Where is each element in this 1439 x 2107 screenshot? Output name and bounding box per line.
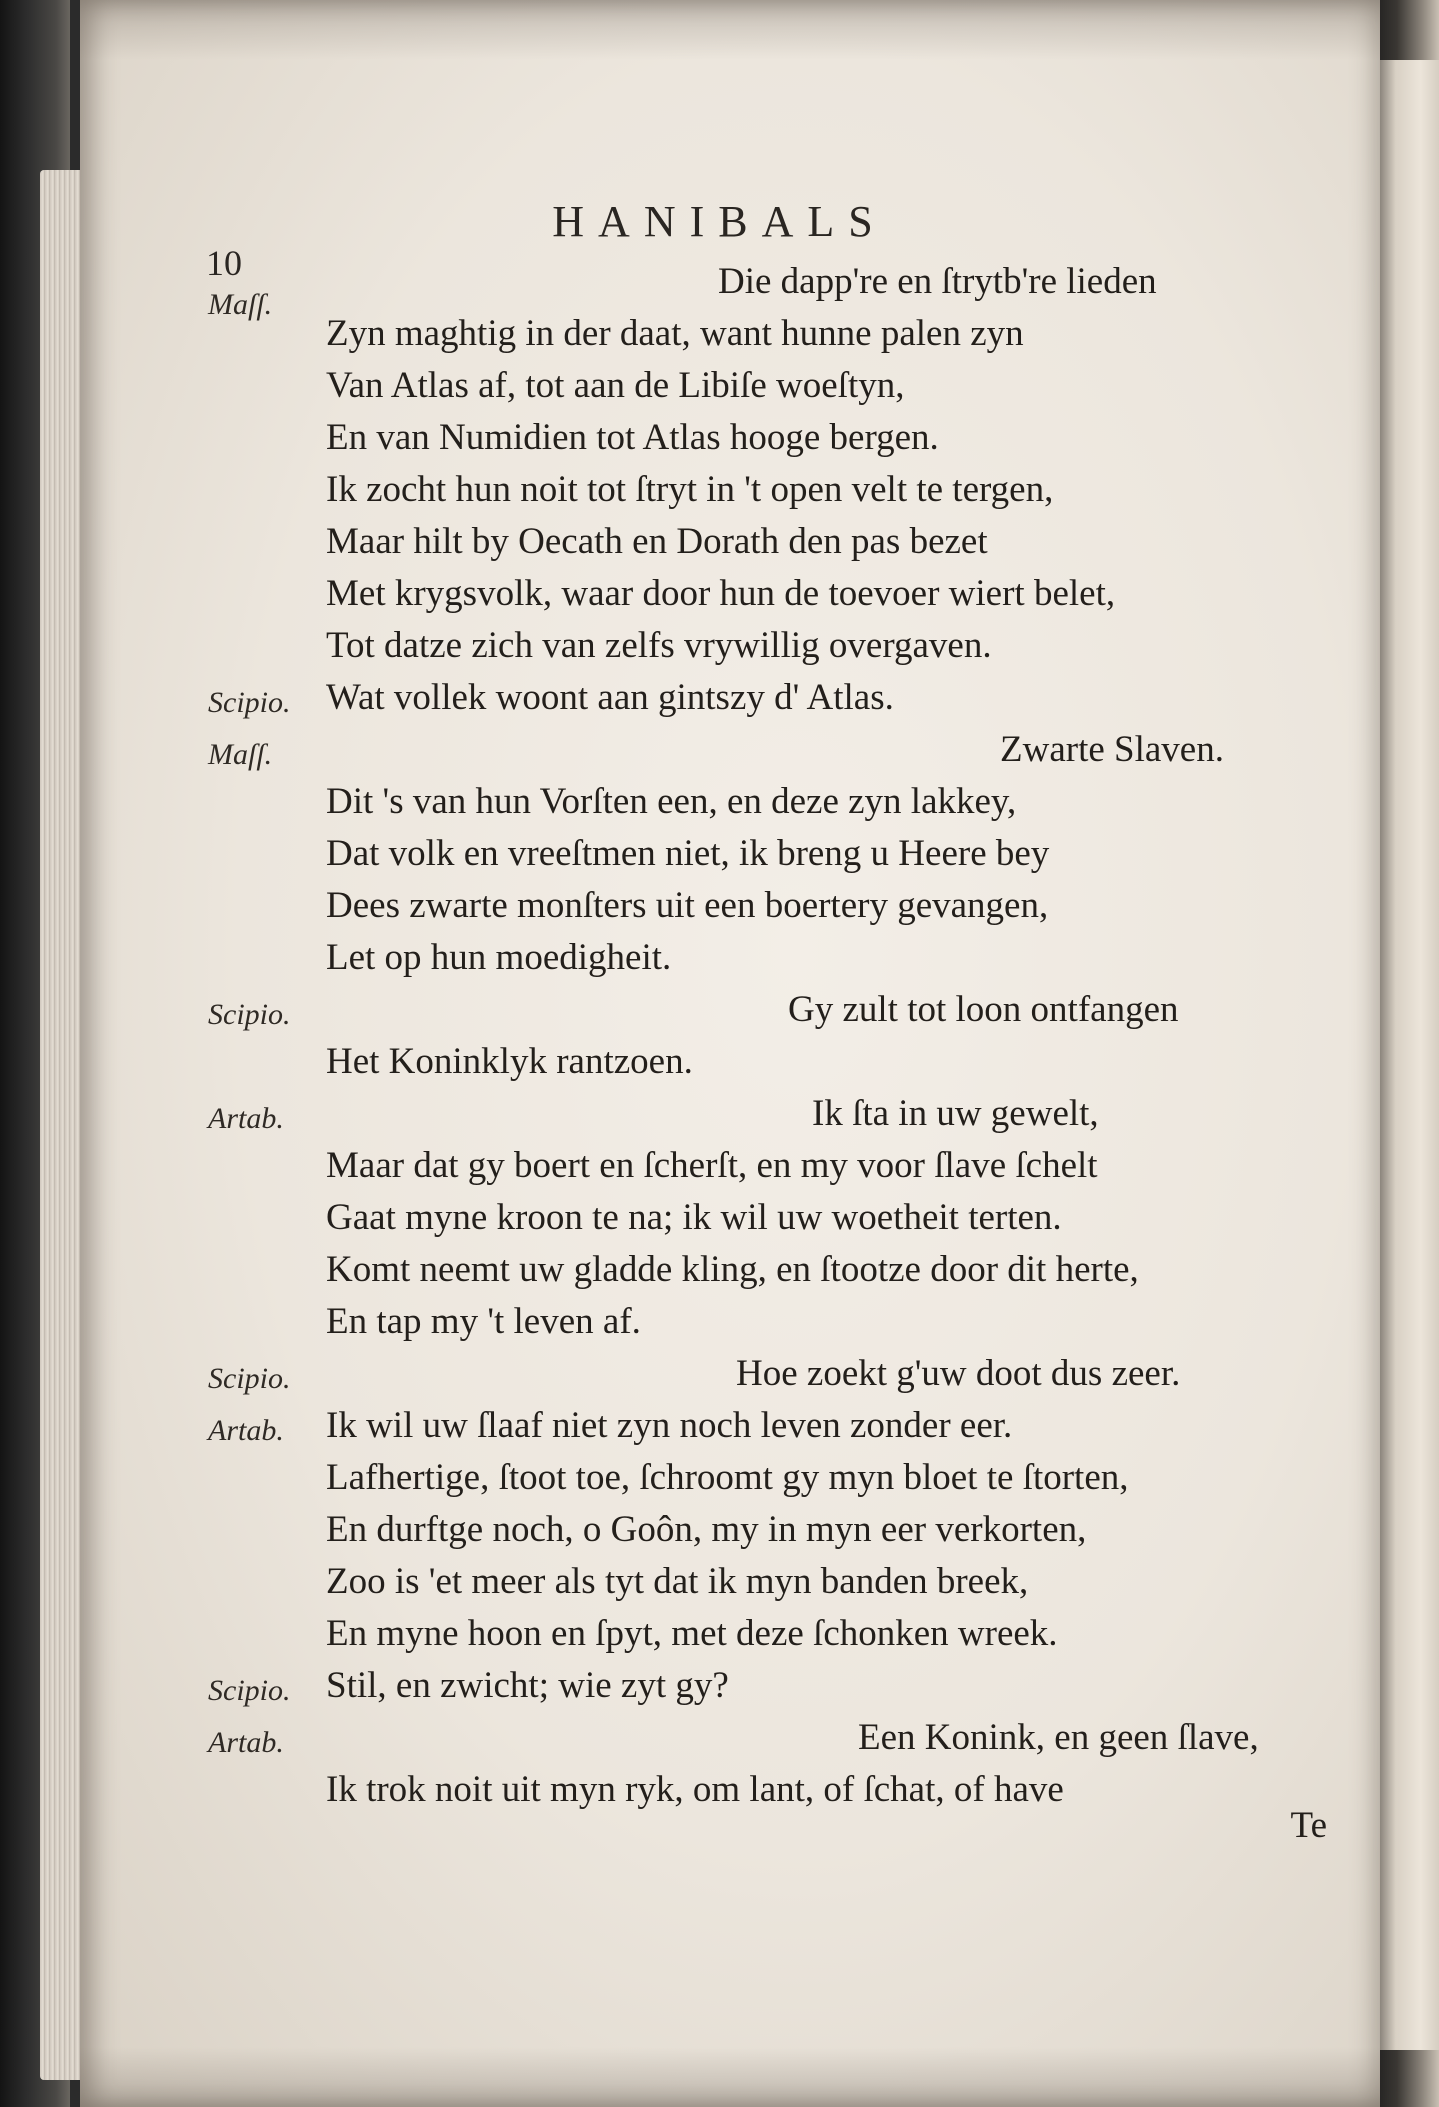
verse-line <box>0 1508 1439 1558</box>
speaker-label: Artab. <box>208 1414 284 1447</box>
verse-line <box>0 728 1439 778</box>
verse-text: Maar dat gy boert en ſcherſt, en my voor ſlave ſchelt <box>326 1145 1098 1186</box>
speaker-label: Scipio. <box>208 1674 291 1707</box>
verse-text: Stil, en zwicht; wie zyt gy? <box>326 1665 729 1706</box>
verse-line <box>0 572 1439 622</box>
verse-text: Dees zwarte monſters uit een boertery gevangen, <box>326 885 1049 926</box>
verse-text: En myne hoon en ſpyt, met deze ſchonken wreek. <box>326 1613 1058 1654</box>
verse-text: Hoe zoekt g'uw doot dus zeer. <box>736 1353 1181 1394</box>
verse-text: Zwarte Slaven. <box>1000 729 1224 770</box>
verse-line <box>0 1300 1439 1350</box>
verse-text: En tap my 't leven af. <box>326 1301 641 1342</box>
verse-line <box>0 1768 1439 1818</box>
speaker-label: Scipio. <box>208 998 291 1031</box>
verse-line <box>0 1352 1439 1402</box>
verse-line <box>0 468 1439 518</box>
verse-text: Een Konink, en geen ſlave, <box>858 1717 1259 1758</box>
page-top-shadow <box>80 0 1380 60</box>
verse-text: Gaat myne kroon te na; ik wil uw woetheit terten. <box>326 1197 1062 1238</box>
speaker-label: Maſſ. <box>208 738 273 771</box>
page-number: 10 <box>206 243 242 283</box>
verse-line <box>0 364 1439 414</box>
verse-text: Zoo is 'et meer als tyt dat ik myn banden breek, <box>326 1561 1029 1602</box>
verse-text: Ik ſta in uw gewelt, <box>812 1093 1099 1134</box>
verse-line <box>0 1248 1439 1298</box>
verse-line <box>0 312 1439 362</box>
verse-text: Lafhertige, ſtoot toe, ſchroomt gy myn bloet te ſtorten, <box>326 1457 1129 1498</box>
verse-text: Tot datze zich van zelfs vrywillig overgaven. <box>326 625 992 666</box>
verse-text: Komt neemt uw gladde kling, en ſtootze door dit herte, <box>326 1249 1139 1290</box>
verse-line <box>0 1144 1439 1194</box>
verse-text: Dat volk en vreeſtmen niet, ik breng u Heere bey <box>326 833 1050 874</box>
verse-text: Wat vollek woont aan gintszy d' Atlas. <box>326 677 894 718</box>
speaker-label: Artab. <box>208 1726 284 1759</box>
verse-line <box>0 1040 1439 1090</box>
verse-text: Ik trok noit uit myn ryk, om lant, of ſchat, of have <box>326 1769 1064 1810</box>
speaker-label: Scipio. <box>208 1362 291 1395</box>
verse-line <box>0 260 1439 321</box>
verse-text: Dit 's van hun Vorſten een, en deze zyn lakkey, <box>326 781 1017 822</box>
verse-text: Zyn maghtig in der daat, want hunne palen zyn <box>326 313 1024 354</box>
verse-line <box>0 780 1439 830</box>
verse-text: Gy zult tot loon ontfangen <box>788 989 1179 1030</box>
verse-text: En van Numidien tot Atlas hooge bergen. <box>326 417 939 458</box>
verse-line <box>0 1716 1439 1766</box>
verse-line <box>0 832 1439 882</box>
verse-line <box>0 624 1439 674</box>
verse-line <box>0 988 1439 1038</box>
verse-line <box>0 1664 1439 1714</box>
speaker-label: Maſſ. <box>208 288 273 321</box>
verse-line <box>0 936 1439 986</box>
verse-line <box>0 1404 1439 1454</box>
verse-text: Maar hilt by Oecath en Dorath den pas bezet <box>326 521 988 562</box>
running-head: HANIBALS <box>552 197 887 246</box>
verse-text: Ik wil uw ſlaaf niet zyn noch leven zonder eer. <box>326 1405 1013 1446</box>
verse-line <box>0 1612 1439 1662</box>
verse-text: En durftge noch, o Goôn, my in myn eer verkorten, <box>326 1509 1087 1550</box>
verse-line <box>0 676 1439 726</box>
verse-text: Die dapp're en ſtrytb're lieden <box>718 261 1157 302</box>
speaker-label: Artab. <box>208 1102 284 1135</box>
verse-text: Van Atlas af, tot aan de Libiſe woeſtyn, <box>326 365 905 406</box>
verse-text: Ik zocht hun noit tot ſtryt in 't open velt te tergen, <box>326 469 1054 510</box>
speaker-label: Scipio. <box>208 686 291 719</box>
verse-line <box>0 1092 1439 1142</box>
verse-line <box>0 520 1439 570</box>
verse-text: Het Koninklyk rantzoen. <box>326 1041 693 1082</box>
verse-line <box>0 1196 1439 1246</box>
verse-line <box>0 884 1439 934</box>
verse-text: Let op hun moedigheit. <box>326 937 672 978</box>
verse-line <box>0 1456 1439 1506</box>
verse-text: Met krygsvolk, waar door hun de toevoer wiert belet, <box>326 573 1116 614</box>
page-bottom-shadow <box>80 2047 1380 2107</box>
verse-line <box>0 1560 1439 1610</box>
catchword: Te <box>1290 1805 1327 1846</box>
verse-line <box>0 416 1439 466</box>
